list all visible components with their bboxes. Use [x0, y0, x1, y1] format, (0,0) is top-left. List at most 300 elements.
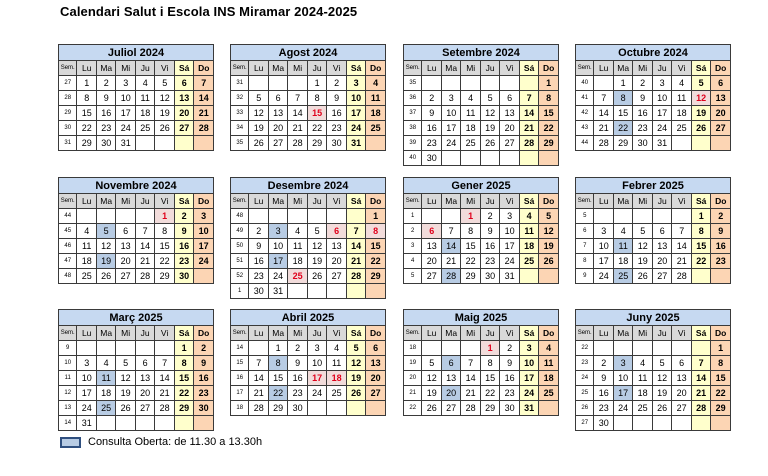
day-cell: 12 [155, 91, 175, 106]
week-row [576, 209, 731, 224]
consulta-day-cell: 3 [613, 356, 632, 371]
day-cell: 23 [500, 386, 519, 401]
week-number: 19 [404, 356, 422, 371]
weekday-header: Lu [249, 194, 268, 209]
day-cell: 29 [307, 136, 326, 151]
empty-day-cell [194, 269, 214, 284]
weekday-header: Vi [155, 326, 174, 341]
day-cell: 31 [346, 136, 365, 151]
day-cell: 25 [461, 136, 480, 151]
month-calendar [58, 309, 214, 431]
day-cell: 11 [327, 356, 346, 371]
week-header: Sem. [59, 61, 77, 76]
month-calendar [403, 177, 559, 284]
day-cell: 7 [441, 224, 460, 239]
day-cell: 4 [461, 91, 480, 106]
day-cell: 8 [77, 91, 97, 106]
weekday-header: Lu [422, 326, 441, 341]
consulta-day-cell: 6 [441, 356, 460, 371]
day-cell: 22 [155, 254, 174, 269]
empty-day-cell [249, 76, 268, 91]
week-header: Sem. [59, 194, 77, 209]
weekday-header: Ma [96, 326, 115, 341]
day-cell: 22 [691, 254, 711, 269]
day-cell: 9 [96, 91, 116, 106]
day-cell: 29 [461, 269, 480, 284]
day-cell: 7 [594, 91, 613, 106]
day-cell: 24 [307, 386, 326, 401]
empty-day-cell [500, 151, 519, 166]
day-cell: 20 [327, 254, 346, 269]
day-cell: 2 [174, 209, 193, 224]
empty-day-cell [441, 341, 460, 356]
month-name: Juliol 2024 [59, 45, 214, 61]
day-cell: 1 [539, 76, 559, 91]
empty-day-cell [327, 401, 346, 416]
empty-day-cell [633, 209, 653, 224]
week-number: 30 [59, 121, 77, 136]
weekday-header: Lu [77, 326, 96, 341]
day-cell: 9 [480, 224, 499, 239]
week-row [404, 136, 559, 151]
day-cell: 11 [366, 91, 386, 106]
weekday-header: Ma [441, 326, 460, 341]
day-cell: 10 [307, 356, 326, 371]
empty-day-cell [327, 209, 346, 224]
day-cell: 15 [77, 106, 97, 121]
empty-day-cell [77, 341, 96, 356]
day-cell: 24 [500, 254, 519, 269]
day-cell: 2 [500, 341, 519, 356]
day-cell: 11 [633, 371, 652, 386]
day-cell: 10 [346, 91, 365, 106]
day-cell: 13 [500, 106, 519, 121]
day-cell: 14 [155, 371, 174, 386]
day-cell: 24 [116, 121, 136, 136]
day-cell: 9 [288, 356, 307, 371]
day-cell: 11 [77, 239, 96, 254]
week-number: 25 [576, 386, 594, 401]
weekday-header: Ju [652, 194, 672, 209]
day-cell: 19 [249, 121, 268, 136]
week-row [576, 224, 731, 239]
day-cell: 19 [346, 371, 365, 386]
day-cell: 31 [519, 401, 538, 416]
week-row [404, 224, 559, 239]
day-cell: 30 [249, 284, 268, 299]
day-cell: 10 [268, 239, 287, 254]
weekday-header: Vi [155, 61, 175, 76]
weekday-header: Sá [346, 194, 365, 209]
day-cell: 24 [519, 386, 538, 401]
weekday-header: Ma [613, 61, 632, 76]
empty-day-cell [711, 269, 731, 284]
day-cell: 12 [480, 106, 499, 121]
empty-day-cell [441, 76, 460, 91]
day-cell: 6 [672, 356, 691, 371]
day-cell: 25 [539, 386, 559, 401]
day-cell: 4 [327, 341, 346, 356]
day-cell: 5 [249, 91, 268, 106]
day-cell: 16 [422, 121, 441, 136]
day-cell: 14 [194, 91, 214, 106]
weekday-header: Lu [77, 194, 96, 209]
consulta-day-cell: 22 [268, 386, 287, 401]
weekday-header: Do [539, 194, 559, 209]
week-row [231, 356, 386, 371]
weekday-header: Do [194, 194, 214, 209]
holiday-day-cell: 18 [327, 371, 346, 386]
week-row [59, 76, 214, 91]
week-row [404, 106, 559, 121]
day-cell: 15 [268, 371, 287, 386]
holiday-day-cell: 15 [307, 106, 326, 121]
consulta-day-cell: 17 [613, 386, 632, 401]
day-cell: 30 [594, 416, 613, 431]
week-number: 9 [576, 269, 594, 284]
weekday-header: Mi [633, 326, 652, 341]
week-number: 31 [231, 76, 249, 91]
week-row [404, 371, 559, 386]
empty-day-cell [155, 341, 174, 356]
day-cell: 30 [327, 136, 346, 151]
week-row [576, 91, 731, 106]
day-cell: 11 [288, 239, 307, 254]
day-cell: 4 [613, 224, 633, 239]
day-cell: 13 [116, 239, 135, 254]
day-cell: 17 [594, 254, 614, 269]
empty-day-cell [366, 401, 386, 416]
day-cell: 27 [422, 269, 441, 284]
empty-day-cell [441, 209, 460, 224]
week-number: 48 [231, 209, 249, 224]
month-calendar [575, 44, 731, 151]
day-cell: 24 [613, 401, 632, 416]
day-cell: 22 [711, 386, 731, 401]
day-cell: 15 [461, 239, 480, 254]
week-number: 4 [404, 254, 422, 269]
day-cell: 9 [500, 356, 519, 371]
day-cell: 5 [633, 224, 653, 239]
day-cell: 24 [346, 121, 365, 136]
consulta-day-cell: 14 [441, 239, 460, 254]
weekday-header: Ju [307, 194, 326, 209]
day-cell: 2 [288, 341, 307, 356]
weekday-header: Lu [422, 194, 441, 209]
week-number: 26 [576, 401, 594, 416]
day-cell: 3 [500, 209, 519, 224]
empty-day-cell [422, 341, 441, 356]
day-cell: 22 [307, 121, 326, 136]
week-row [59, 416, 214, 431]
holiday-day-cell: 6 [422, 224, 441, 239]
weekday-header: Do [539, 61, 559, 76]
week-header: Sem. [404, 326, 422, 341]
day-cell: 4 [77, 224, 96, 239]
empty-day-cell [327, 284, 346, 299]
day-cell: 15 [174, 371, 193, 386]
empty-day-cell [539, 151, 559, 166]
empty-day-cell [500, 76, 519, 91]
empty-day-cell [441, 151, 460, 166]
day-cell: 24 [194, 254, 214, 269]
day-cell: 22 [174, 386, 193, 401]
day-cell: 5 [346, 341, 365, 356]
day-cell: 29 [155, 269, 174, 284]
empty-day-cell [480, 151, 499, 166]
week-row [576, 269, 731, 284]
week-row [231, 254, 386, 269]
day-cell: 21 [441, 254, 460, 269]
day-cell: 23 [194, 386, 214, 401]
day-cell: 15 [539, 106, 559, 121]
week-row [59, 136, 214, 151]
week-number: 40 [404, 151, 422, 166]
weekday-header: Vi [500, 326, 519, 341]
day-cell: 1 [711, 341, 731, 356]
day-cell: 17 [346, 106, 365, 121]
day-cell: 26 [652, 401, 671, 416]
day-cell: 27 [500, 136, 519, 151]
week-number: 32 [231, 91, 249, 106]
week-number: 22 [404, 401, 422, 416]
day-cell: 29 [539, 136, 559, 151]
week-row [59, 121, 214, 136]
day-cell: 18 [539, 371, 559, 386]
empty-day-cell [711, 136, 731, 151]
day-cell: 26 [480, 136, 499, 151]
day-cell: 3 [652, 76, 671, 91]
week-row [59, 371, 214, 386]
day-cell: 18 [672, 106, 691, 121]
day-cell: 23 [327, 121, 346, 136]
weekday-header: Do [711, 61, 731, 76]
weekday-header: Do [366, 326, 386, 341]
empty-day-cell [366, 284, 386, 299]
day-cell: 4 [135, 76, 155, 91]
consulta-day-cell: 25 [96, 401, 115, 416]
month-calendar [575, 177, 731, 284]
day-cell: 15 [711, 371, 731, 386]
day-cell: 16 [249, 254, 268, 269]
day-cell: 28 [461, 401, 480, 416]
empty-day-cell [194, 416, 214, 431]
week-row [231, 386, 386, 401]
empty-day-cell [268, 76, 287, 91]
week-row [231, 209, 386, 224]
day-cell: 21 [594, 121, 613, 136]
day-cell: 19 [155, 106, 175, 121]
day-cell: 12 [422, 371, 441, 386]
week-header: Sem. [59, 326, 77, 341]
empty-day-cell [539, 401, 559, 416]
month-name: Maig 2025 [404, 310, 559, 326]
week-row [404, 254, 559, 269]
day-cell: 5 [539, 209, 559, 224]
consulta-day-cell: 11 [613, 239, 633, 254]
day-cell: 19 [116, 386, 135, 401]
week-header: Sem. [231, 326, 249, 341]
month-calendar [58, 177, 214, 284]
day-cell: 11 [519, 224, 538, 239]
day-cell: 22 [77, 121, 97, 136]
weekday-header: Sá [346, 326, 365, 341]
week-number: 6 [576, 224, 594, 239]
day-cell: 10 [519, 356, 538, 371]
empty-day-cell [135, 209, 154, 224]
day-cell: 17 [194, 239, 214, 254]
day-cell: 25 [633, 401, 652, 416]
day-cell: 17 [500, 239, 519, 254]
day-cell: 21 [461, 386, 480, 401]
day-cell: 17 [441, 121, 460, 136]
week-number: 15 [231, 356, 249, 371]
week-number: 10 [59, 356, 77, 371]
day-cell: 23 [633, 121, 652, 136]
weekday-header: Mi [288, 194, 307, 209]
consulta-day-cell: 17 [268, 254, 287, 269]
day-cell: 28 [691, 401, 710, 416]
empty-day-cell [461, 151, 480, 166]
day-cell: 2 [249, 224, 268, 239]
weekday-header: Vi [672, 61, 691, 76]
day-cell: 27 [327, 269, 346, 284]
day-cell: 24 [652, 121, 671, 136]
week-number: 37 [404, 106, 422, 121]
weekday-header: Vi [672, 194, 692, 209]
week-number: 51 [231, 254, 249, 269]
empty-day-cell [174, 416, 193, 431]
month-calendar [403, 309, 559, 416]
month-name: Juny 2025 [576, 310, 731, 326]
day-cell: 17 [116, 106, 136, 121]
day-cell: 11 [461, 106, 480, 121]
day-cell: 28 [155, 401, 174, 416]
consulta-day-cell: 8 [613, 91, 632, 106]
month-name: Febrer 2025 [576, 178, 731, 194]
day-cell: 21 [288, 121, 307, 136]
day-cell: 27 [135, 401, 154, 416]
day-cell: 6 [500, 91, 519, 106]
week-number: 7 [576, 239, 594, 254]
day-cell: 20 [366, 371, 386, 386]
day-cell: 22 [366, 254, 386, 269]
day-cell: 12 [116, 371, 135, 386]
empty-day-cell [96, 209, 115, 224]
empty-day-cell [288, 209, 307, 224]
weekday-header: Mi [633, 194, 653, 209]
day-cell: 31 [652, 136, 671, 151]
week-row [576, 341, 731, 356]
weekday-header: Sá [346, 61, 365, 76]
day-cell: 20 [500, 121, 519, 136]
weekday-header: Ma [96, 61, 116, 76]
week-header: Sem. [576, 61, 594, 76]
empty-day-cell [652, 209, 672, 224]
weekday-header: Ju [652, 61, 671, 76]
week-row [404, 91, 559, 106]
week-row [59, 401, 214, 416]
week-number: 20 [404, 371, 422, 386]
day-cell: 25 [672, 121, 691, 136]
day-cell: 27 [116, 269, 135, 284]
holiday-day-cell: 6 [327, 224, 346, 239]
empty-day-cell [672, 416, 691, 431]
day-cell: 28 [288, 136, 307, 151]
week-number: 33 [231, 106, 249, 121]
day-cell: 3 [307, 341, 326, 356]
day-cell: 5 [480, 91, 499, 106]
week-row [59, 341, 214, 356]
empty-day-cell [307, 401, 326, 416]
weekday-header: Lu [77, 61, 97, 76]
day-cell: 3 [116, 76, 136, 91]
day-cell: 2 [594, 356, 613, 371]
day-cell: 8 [691, 224, 711, 239]
weekday-header: Do [711, 194, 731, 209]
day-cell: 25 [327, 386, 346, 401]
empty-day-cell [249, 209, 268, 224]
week-number: 45 [59, 224, 77, 239]
month-calendar [403, 44, 559, 166]
day-cell: 14 [672, 239, 692, 254]
week-number: 5 [404, 269, 422, 284]
day-cell: 10 [613, 371, 632, 386]
week-row [576, 386, 731, 401]
weekday-header: Ju [135, 194, 154, 209]
weekday-header: Ju [135, 326, 154, 341]
week-number: 27 [576, 416, 594, 431]
week-number: 28 [59, 91, 77, 106]
week-row [576, 371, 731, 386]
day-cell: 29 [480, 401, 499, 416]
page-title: Calendari Salut i Escola INS Miramar 2024-2025 [60, 4, 358, 19]
day-cell: 1 [691, 209, 711, 224]
day-cell: 21 [346, 254, 365, 269]
week-number: 40 [576, 76, 594, 91]
day-cell: 10 [194, 224, 214, 239]
consulta-day-cell: 22 [613, 121, 632, 136]
empty-day-cell [366, 136, 386, 151]
empty-day-cell [672, 136, 691, 151]
empty-day-cell [594, 76, 613, 91]
empty-day-cell [346, 284, 365, 299]
week-number: 27 [59, 76, 77, 91]
week-header: Sem. [576, 194, 594, 209]
empty-day-cell [633, 341, 652, 356]
empty-day-cell [268, 209, 287, 224]
month-name: Agost 2024 [231, 45, 386, 61]
day-cell: 5 [307, 224, 326, 239]
empty-day-cell [288, 76, 307, 91]
day-cell: 20 [422, 254, 441, 269]
week-number: 5 [576, 209, 594, 224]
day-cell: 28 [594, 136, 613, 151]
legend-label: Consulta Oberta: de 11.30 a 13.30h [88, 436, 263, 448]
day-cell: 5 [691, 76, 710, 91]
weekday-header: Lu [249, 61, 268, 76]
day-cell: 11 [672, 91, 691, 106]
week-row [59, 209, 214, 224]
empty-day-cell [519, 269, 538, 284]
day-cell: 18 [77, 254, 96, 269]
week-number: 49 [231, 224, 249, 239]
day-cell: 14 [691, 371, 710, 386]
week-number: 8 [576, 254, 594, 269]
day-cell: 29 [366, 269, 386, 284]
empty-day-cell [691, 341, 710, 356]
holiday-day-cell: 12 [691, 91, 710, 106]
